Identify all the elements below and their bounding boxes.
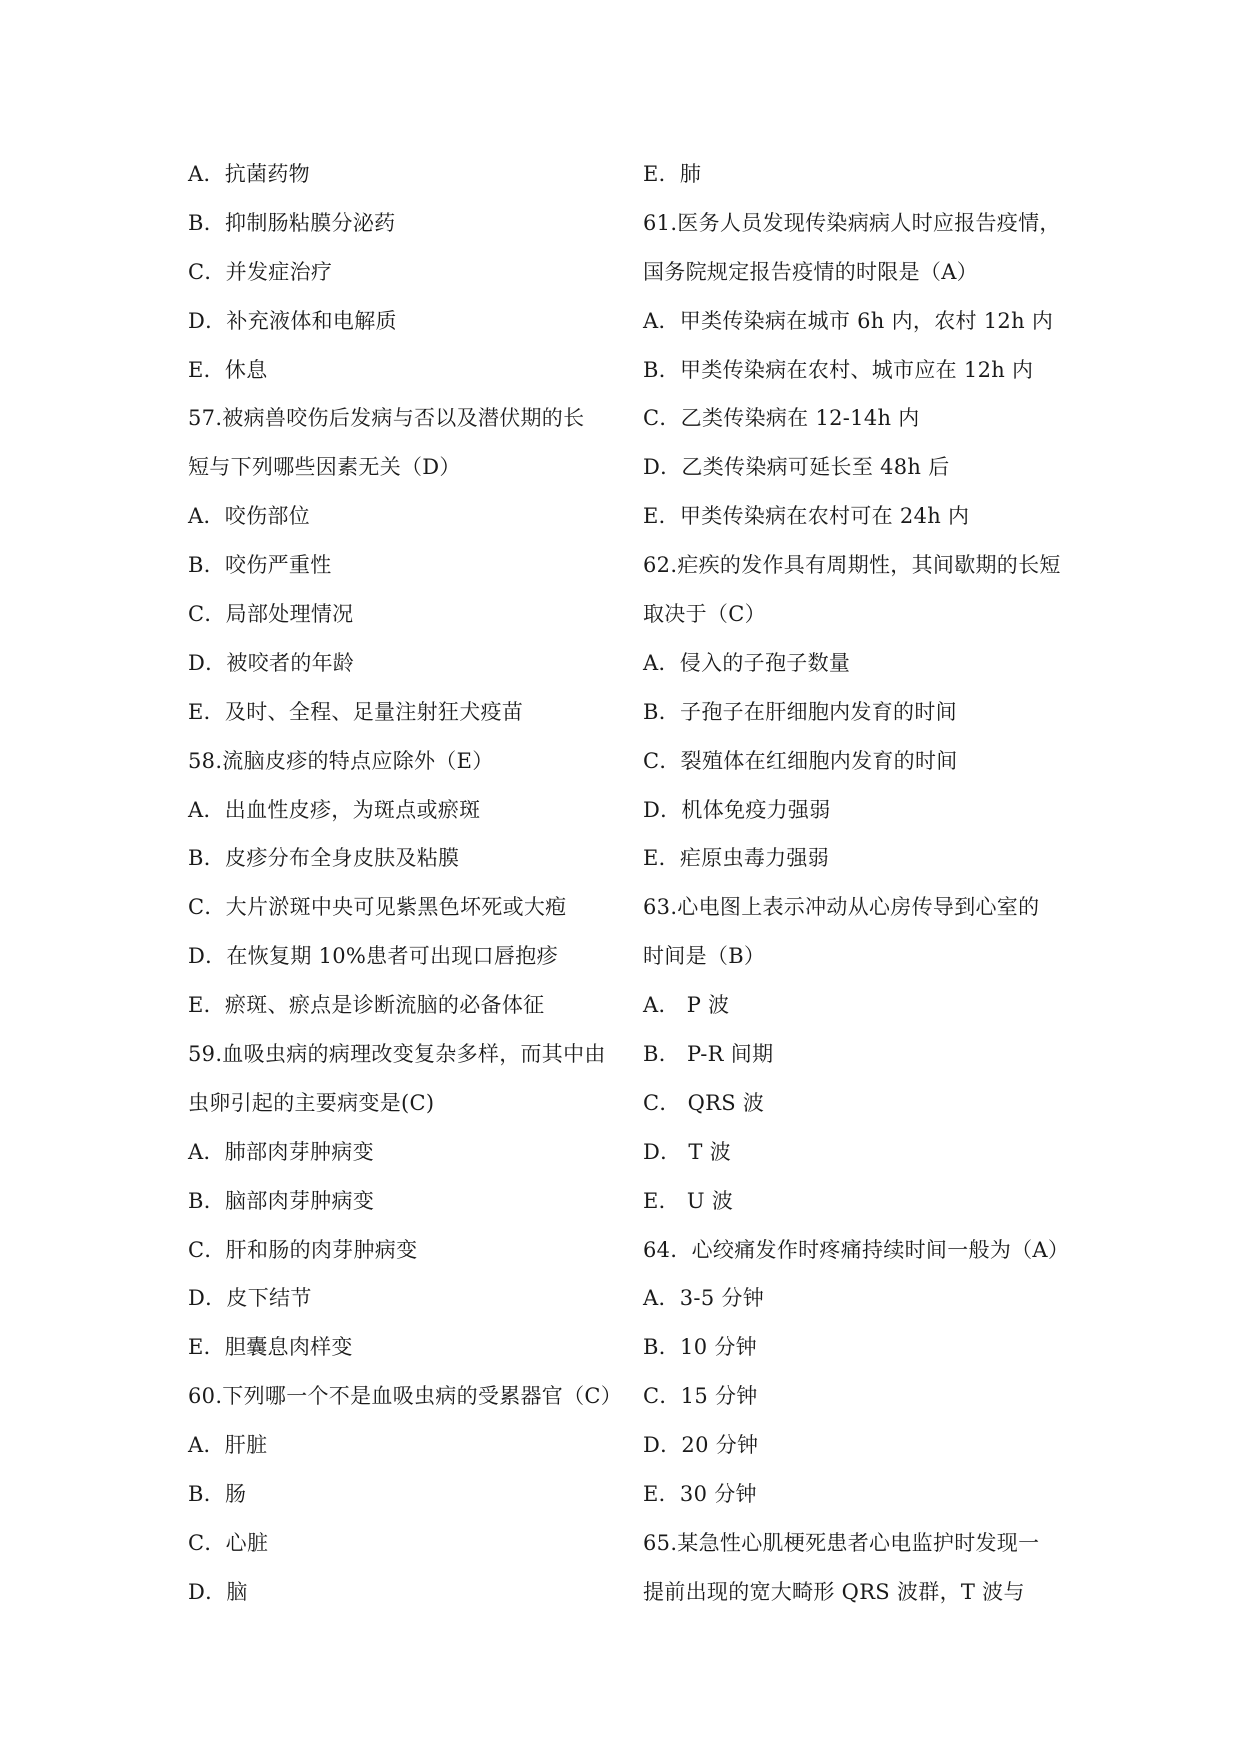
option-text-line: C．乙类传染病在 12-14h 内 (643, 406, 920, 431)
option-text-line: E．肺 (643, 162, 702, 186)
option-text-line: D．脑 (188, 1579, 248, 1604)
option-text-line: A．出血性皮疹，为斑点或瘀斑 (188, 797, 481, 822)
right-column (643, 150, 1070, 1617)
option-text-line: C．大片淤斑中央可见紫黑色坏死或大疱 (188, 895, 567, 920)
option-text-line: D．在恢复期 10%患者可出现口唇抱疹 (188, 944, 558, 969)
option-text-line: C． QRS 波 (643, 1090, 765, 1115)
option-text-line: E．30 分钟 (643, 1482, 757, 1507)
option-text-line: D．乙类传染病可延长至 48h 后 (643, 455, 950, 480)
option-text-line: A． P 波 (643, 993, 730, 1018)
question-text-line: 58.流脑皮疹的特点应除外（E） (188, 748, 494, 773)
question-text-line: 62.疟疾的发作具有周期性，其间歇期的长短 (643, 553, 1061, 578)
option-text-line: B．10 分钟 (643, 1335, 757, 1360)
option-text-line: B．抑制肠粘膜分泌药 (188, 210, 396, 235)
option-text-line: 国务院规定报告疫情的时限是（A） (643, 259, 978, 284)
option-text-line: E．甲类传染病在农村可在 24h 内 (643, 504, 970, 529)
question-text-line: 63.心电图上表示冲动从心房传导到心室的 (643, 895, 1040, 920)
option-text-line: E．及时、全程、足量注射狂犬疫苗 (188, 699, 524, 724)
option-text-line: D．补充液体和电解质 (188, 308, 397, 333)
option-text-line: E．瘀斑、瘀点是诊断流脑的必备体征 (188, 993, 545, 1018)
option-text-line: B．咬伤严重性 (188, 553, 332, 578)
option-text-line: B．甲类传染病在农村、城市应在 12h 内 (643, 357, 1034, 382)
option-text-line: D．机体免疫力强弱 (643, 797, 831, 822)
option-text-line: A．肝脏 (188, 1433, 268, 1458)
option-text-line: D．被咬者的年龄 (188, 650, 355, 675)
question-text-line: 61.医务人员发现传染病病人时应报告疫情， (643, 210, 1061, 235)
option-text-line: 提前出现的宽大畸形 QRS 波群，T 波与 (643, 1579, 1025, 1604)
question-text-line: 65.某急性心肌梗死患者心电监护时发现一 (643, 1530, 1040, 1555)
option-text-line: 时间是（B） (643, 944, 766, 969)
option-text-line: B．皮疹分布全身皮肤及粘膜 (188, 846, 460, 871)
option-text-line: A．甲类传染病在城市 6h 内，农村 12h 内 (643, 308, 1054, 333)
option-text-line: 虫卵引起的主要病变是(C) (188, 1090, 435, 1115)
option-text-line: A．肺部肉芽肿病变 (188, 1139, 374, 1164)
option-text-line: C．心脏 (188, 1530, 269, 1555)
option-text-line: B．肠 (188, 1482, 247, 1507)
option-text-line: D．皮下结节 (188, 1286, 312, 1311)
option-text-line: D．20 分钟 (643, 1433, 759, 1458)
option-text-line: A．侵入的子孢子数量 (643, 650, 851, 675)
question-text-line: 59.血吸虫病的病理改变复杂多样，而其中由 (188, 1042, 606, 1067)
option-text-line: E．胆囊息肉样变 (188, 1335, 353, 1360)
option-text-line: D． T 波 (643, 1139, 731, 1164)
option-text-line: A．3-5 分钟 (643, 1286, 765, 1311)
option-text-line: E．疟原虫毒力强弱 (643, 846, 830, 871)
option-text-line: 短与下列哪些因素无关（D） (188, 455, 461, 480)
question-text-line: 57.被病兽咬伤后发病与否以及潜伏期的长 (188, 406, 585, 431)
option-text-line: B．脑部肉芽肿病变 (188, 1188, 375, 1213)
option-text-line: E．休息 (188, 357, 268, 382)
option-text-line: E． U 波 (643, 1188, 734, 1213)
question-text-line: 64．心绞痛发作时疼痛持续时间一般为（A） (643, 1237, 1070, 1262)
option-text-line: 取决于（C） (643, 602, 766, 627)
option-text-line: C．15 分钟 (643, 1384, 758, 1409)
option-text-line: B． P-R 间期 (643, 1042, 774, 1067)
option-text-line: C．裂殖体在红细胞内发育的时间 (643, 748, 958, 773)
option-text-line: B．子孢子在肝细胞内发育的时间 (643, 699, 957, 724)
option-text-line: A．咬伤部位 (188, 504, 310, 529)
option-text-line: C．并发症治疗 (188, 259, 333, 284)
option-text-line: C．局部处理情况 (188, 602, 354, 627)
question-text-line: 60.下列哪一个不是血吸虫病的受累器官（C） (188, 1384, 623, 1409)
left-column (188, 150, 623, 1617)
option-text-line: A．抗菌药物 (188, 162, 310, 186)
option-text-line: C．肝和肠的肉芽肿病变 (188, 1237, 418, 1262)
